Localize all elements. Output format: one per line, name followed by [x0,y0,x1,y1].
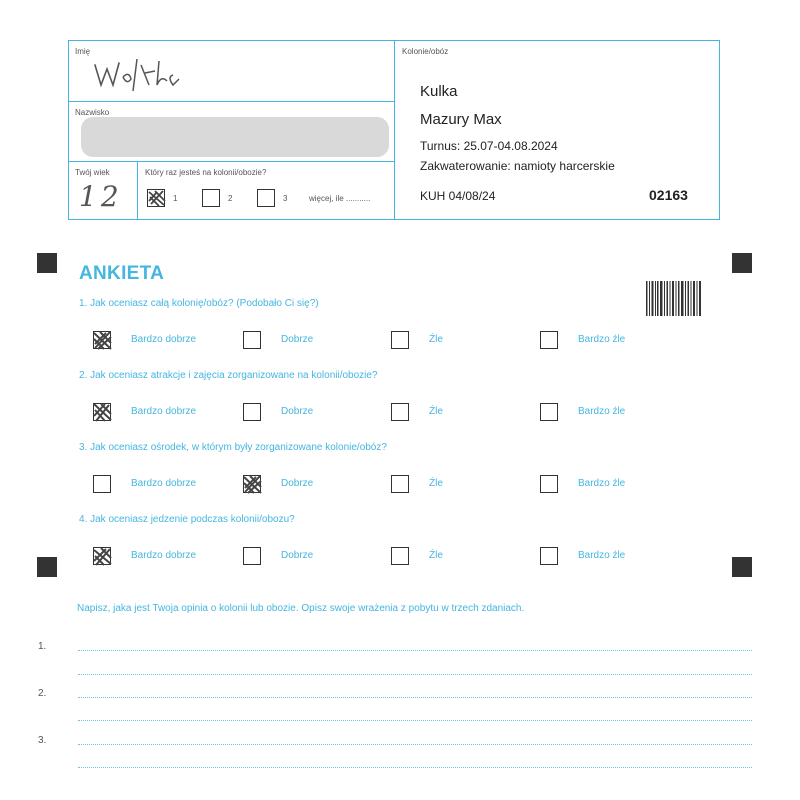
opinion-line-number-3: 3. [38,735,47,746]
form-number: 02163 [649,187,688,203]
opinion-line-number-2: 2. [38,688,47,699]
which-time-more[interactable]: więcej, ile ........... [309,194,371,203]
q3-option-bardzo-zle-label: Bardzo źle [578,478,626,489]
registration-marker-bottom-left [37,557,57,577]
q4-option-bardzo-zle-label: Bardzo źle [578,550,626,561]
which-time-label: Który raz jesteś na kolonii/obozie? [145,168,267,177]
which-time-checkbox-3[interactable] [257,189,275,207]
q2-option-dobrze-label: Dobrze [281,406,314,417]
opinion-line-1b[interactable] [78,674,752,675]
q1-option-bardzo-zle-checkbox[interactable] [540,331,558,349]
q3-option-bardzo-dobrze-label: Bardzo dobrze [131,478,197,489]
which-time-option-2: 2 [228,194,233,203]
q1-option-bardzo-dobrze-label: Bardzo dobrze [131,334,197,345]
registration-marker-top-right [732,253,752,273]
q4-option-dobrze-checkbox[interactable] [243,547,261,565]
q2-option-dobrze-checkbox[interactable] [243,403,261,421]
age-label: Twój wiek [75,168,110,177]
q3-option-bardzo-zle-checkbox[interactable] [540,475,558,493]
registration-marker-bottom-right [732,557,752,577]
q2-option-bardzo-dobrze-checkbox[interactable] [93,403,111,421]
q4-option-bardzo-dobrze-label: Bardzo dobrze [131,550,197,561]
q4-option-zle-label: Źle [429,550,443,561]
q2-option-bardzo-dobrze-label: Bardzo dobrze [131,406,197,417]
registration-marker-top-left [37,253,57,273]
q2-option-zle-label: Źle [429,406,443,417]
question-1: 1. Jak oceniasz całą kolonię/obóz? (Podobało Ci się?) [79,298,319,309]
which-time-checkbox-1[interactable] [147,189,165,207]
redacted-last-name [81,117,389,157]
q4-option-dobrze-label: Dobrze [281,550,314,561]
question-4: 4. Jak oceniasz jedzenie podczas kolonii/obozu? [79,514,295,525]
q2-option-zle-checkbox[interactable] [391,403,409,421]
header-form-box [68,40,720,220]
last-name-label: Nazwisko [75,108,110,117]
opinion-prompt: Napisz, jaka jest Twoja opinia o kolonii lub obozie. Opisz swoje wrażenia z pobytu w trzech zdaniach. [77,603,525,614]
which-time-option-3: 3 [283,194,288,203]
opinion-line-2a[interactable] [78,697,752,698]
which-time-option-1: 1 [173,194,178,203]
q1-option-zle-checkbox[interactable] [391,331,409,349]
opinion-line-number-1: 1. [38,641,47,652]
opinion-line-1a[interactable] [78,650,752,651]
q3-option-bardzo-dobrze-checkbox[interactable] [93,475,111,493]
q3-option-dobrze-checkbox[interactable] [243,475,261,493]
accommodation: Zakwaterowanie: namioty harcerskie [420,159,615,173]
turnus-dates: Turnus: 25.07-04.08.2024 [420,139,558,153]
age-value[interactable]: 12 [79,180,123,213]
q1-option-zle-label: Źle [429,334,443,345]
question-2: 2. Jak oceniasz atrakcje i zajęcia zorganizowane na kolonii/obozie? [79,370,378,381]
q3-option-zle-label: Źle [429,478,443,489]
first-name-handwriting[interactable] [89,51,189,102]
first-name-label: Imię [75,47,91,56]
opinion-line-3a[interactable] [78,744,752,745]
which-time-checkbox-2[interactable] [202,189,220,207]
q4-option-bardzo-zle-checkbox[interactable] [540,547,558,565]
q1-option-dobrze-label: Dobrze [281,334,314,345]
opinion-line-2b[interactable] [78,720,752,721]
q2-option-bardzo-zle-label: Bardzo źle [578,406,626,417]
q1-option-dobrze-checkbox[interactable] [243,331,261,349]
camp-code: KUH 04/08/24 [420,189,496,203]
q2-option-bardzo-zle-checkbox[interactable] [540,403,558,421]
q3-option-dobrze-label: Dobrze [281,478,314,489]
barcode-icon [646,281,702,321]
opinion-line-3b[interactable] [78,767,752,768]
question-3: 3. Jak oceniasz ośrodek, w którym były zorganizowane kolonie/obóz? [79,442,387,453]
camp-name: Kulka [420,83,458,100]
survey-title: ANKIETA [79,263,165,284]
q4-option-zle-checkbox[interactable] [391,547,409,565]
q3-option-zle-checkbox[interactable] [391,475,409,493]
q1-option-bardzo-zle-label: Bardzo źle [578,334,626,345]
q1-option-bardzo-dobrze-checkbox[interactable] [93,331,111,349]
camp-label: Kolonie/obóz [402,47,449,56]
camp-place: Mazury Max [420,111,502,128]
q4-option-bardzo-dobrze-checkbox[interactable] [93,547,111,565]
